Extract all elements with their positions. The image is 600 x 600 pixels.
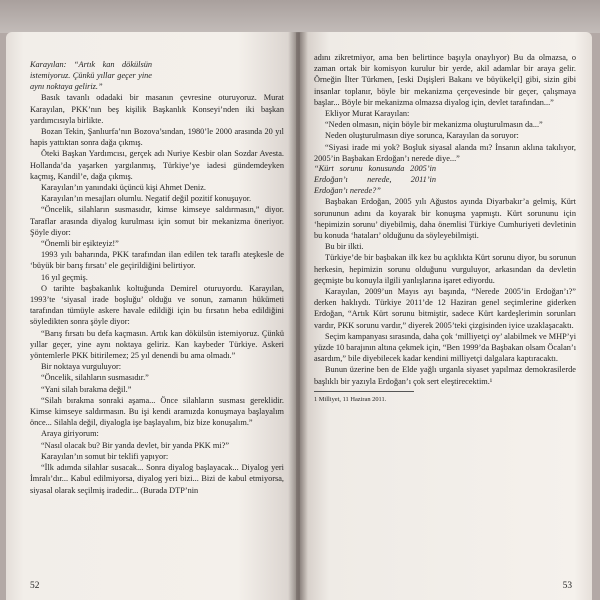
paragraph: Bu bir ilkti. (325, 242, 364, 252)
paragraph: Karayılan’ın yanındaki üçüncü kişi Ahmet Deniz. (41, 183, 206, 193)
paragraph: “Nasıl olacak bu? Bir yanda devlet, bir yanda PKK mi?” (41, 440, 230, 450)
book-gutter-shadow (288, 32, 308, 600)
paragraph: Türkiye’de bir başbakan ilk kez bu açıklıkta Kürt sorunu diyor, bu sorunun herkesin, hepimizin sorunu olduğunu vurguluyor, arkasından da devletin geçmişte bu konuyla ilgili yanlışlarına işaret ediyordu. (314, 253, 576, 285)
epigraph-quote: Karayılan: “Artık kan dökülsün istemiyoruz. Çünkü yıllar geçer yine aynı noktaya geliriz.” (30, 60, 152, 91)
page-number-left: 52 (30, 581, 40, 591)
paragraph: “Yani silah bırakma değil.” (41, 384, 132, 394)
background-top-edge (0, 0, 600, 33)
footnote: 1 Milliyet, 11 Haziran 2011. (314, 395, 387, 403)
paragraph: Karayılan’ın somut bir teklifi yapıyor: (41, 451, 169, 461)
left-page-text (30, 60, 284, 496)
paragraph: Ekliyor Murat Karayılan: (325, 109, 410, 119)
paragraph: Bozan Tekin, Şanlıurfa’nın Bozova’sından, 1980’le 2000 arasında 20 yıl hapis yattıktan sonra dağa çıkmış. (30, 127, 284, 148)
paragraph: “İlk adımda silahlar susacak... Sonra diyalog başlayacak... Diyalog yeri İmralı’dır... Kabul edilmiyorsa, diyalog yeri bizi... Bizi de kabul etmiyorsa, siyasal olarak seçilmiş iradedir... (Burada DTP’nin (30, 463, 284, 495)
paragraph: “Barış fırsatı bu defa kaçmasın. Artık kan dökülsün istemiyoruz. Çünkü yıllar geçer, yine aynı noktaya geliriz. Kan kaybeder Türkiye. Askeri yöntemlerle PKK bitirilemez; 25 yıl denendi bu ama olmadı.” (30, 328, 284, 361)
paragraph: Araya giriyorum: (41, 429, 99, 439)
paragraph: “Siyasi irade mi yok? Boşluk siyasal alanda mı? İnsanın aklına takılıyor, 2005’in Başbakan Erdoğan’ı nerede diye...” (314, 142, 576, 163)
right-page-text (314, 52, 576, 404)
paragraph: Karayılan, 2009’un Mayıs ayı başında, “Nerede 2005’in Erdoğan’ı?” derken haklıydı. Türkiye 2011’de 12 Haziran genel seçimlerine giderken Erdoğan, “Artık Kürt sorunu bitmiştir, sadece Kürt kardeşlerimin sorunları vardır, PKK sorunu vardır,” diyerek 2005’teki çizgisinden iyice uzaklaşacaktı. (314, 287, 576, 330)
pull-quote: “Kürt sorunu konusunda 2005’in Erdoğan’ı nerede, 2011’in Erdoğan’ı nerede?” (314, 164, 436, 195)
footnote-divider (314, 391, 414, 392)
paragraph: Basık tavanlı odadaki bir masanın çevresine oturuyoruz. Murat Karayılan, PKK’nın beş kişilik Başkanlık Konseyi’nden iki başkan yardımcısıyla birlikte. (30, 93, 284, 125)
paragraph: Neden oluşturulmasın diye sorunca, Karayılan da soruyor: (325, 131, 519, 141)
paragraph: “Neden olmasın, niçin böyle bir mekanizma oluşturulmasın da...” (325, 120, 543, 130)
paragraph: Seçim kampanyası sırasında, daha çok ‘milliyetçi oy’ alabilmek ve MHP’yi yüzde 10 barajının altına çekmek için, “Ben 1999’da Başbakan olsam Öcalan’ı asardım,” bile diyebilecek kadar kendini milliyetçi dalgalara kaptıracaktı. (314, 331, 576, 364)
paragraph: “Öncelik, silahların susmasıdır.” (41, 373, 149, 383)
paragraph: Bunun üzerine ben de Elde yağlı urganla siyaset yapılmaz demokrasilerde başlıklı bir yazıyla Erdoğan’ı çok sert eleştirecektim.¹ (314, 365, 576, 386)
paragraph: Bir noktaya vurguluyor: (41, 362, 122, 372)
paragraph: 16 yıl geçmiş. (41, 272, 88, 282)
page-number-right: 53 (562, 581, 572, 591)
right-page (300, 32, 592, 600)
paragraph: “Önemli bir eşikteyiz!” (41, 239, 119, 249)
paragraph: “Silah bırakma sonraki aşama... Önce silahların susması gereklidir. Kimse kimseye saldırmasın. Bu işi kendi aramızda konuşmaya başlayalım önce... Silahla değil, diyalogla işe başlayalım, biz bize konuşalım.” (30, 395, 284, 428)
paragraph: adını zikretmiyor, ama ben belirtince başıyla onaylıyor) Bu da olmazsa, o zaman ortak bir komisyon kurulur bir yerde, akil adamlar bir araya gelir. Örneğin İlter Türkmen, [eski Dışişleri Bakanı ve büyükelçi] gibi, sizin gibi insanlar toplanır, böyle bir mekanizma çerçevesinde bir geçer, çalışmaya başlar... Böyle bir mekanizma olmazsa diyalog için, devlet tarafından...” (314, 53, 576, 107)
paragraph: “Öncelik, silahların susmasıdır, kimse kimseye saldırmasın,” diyor. Taraflar arasında diyalog kurulması için somut bir mekanizma öneriyor. Şöyle diyor: (30, 205, 284, 237)
paragraph: O tarihte başbakanlık koltuğunda Demirel oturuyordu. Karayılan, 1993’te ‘siyasal irade boşluğu’ olduğu ve sonun, zamanın hükümeti tarafından tümüyle askere havale edildiği için bu fırsatın heba edildiğini söyledikten sonra şöyle diyor: (30, 283, 284, 327)
paragraph: 1993 yılı baharında, PKK tarafından ilan edilen tek taraflı ateşkesle de ‘büyük bir barış fırsatı’ ele geçirildiğini belirtiyor. (30, 250, 284, 271)
paragraph: Öteki Başkan Yardımcısı, gerçek adı Nuriye Kesbir olan Sozdar Avesta. Hollanda’da yaşarken yargılanmış, Türkiye’ye iadesi gündemdeyken kaçmış, Kandil’e, dağa çıkmış. (30, 149, 284, 181)
paragraph: Başbakan Erdoğan, 2005 yılı Ağustos ayında Diyarbakır’a gelmiş, Kürt sorununun adını da koyarak bir konuşma yapmıştı. Kürt sorununu için ‘hepimizin sorunu’ diyebilmiş, daha önemlisi Türkiye Cumhuriyeti devletinin bu konuda ‘hataları’ olduğunu da söyleyebilmişti. (314, 197, 576, 241)
left-page (6, 32, 296, 600)
paragraph: Karayılan’ın mesajları olumlu. Negatif değil pozitif konuşuyor. (41, 194, 252, 204)
